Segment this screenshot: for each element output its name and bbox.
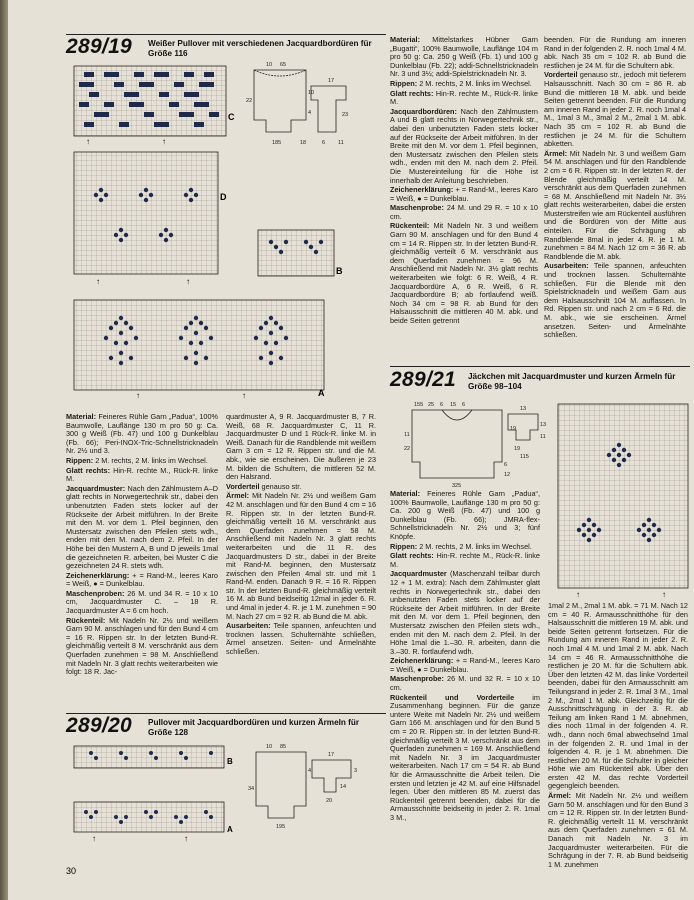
pattern-20-instructions-left	[390, 36, 538, 354]
instruction-paragraph	[390, 90, 538, 107]
instruction-text: + = Rand-M., leeres Karo = Weiß, ● = Dunkelblau.	[390, 656, 540, 674]
instruction-heading: Glatt rechts:	[66, 465, 111, 475]
instruction-text: + = Rand-M., leeres Karo = Weiß, ● = Dunkelblau.	[390, 185, 538, 203]
chart-a	[74, 300, 325, 400]
schematic-label: 6	[322, 140, 326, 146]
instruction-text: Mit Nadeln Nr. 2½ und weißem Garn 42 M. anschlagen und für den Bund 4 cm = 16 R. Rippen str. In der letzten Bund-R. gleichmäßig verteilt 16 M. verschränkt aus dem Querfaden zunehmen = 58 M. Anschließend mit Nadeln Nr. 3 glatt rechts weiterarbeiten und die 11 R. des Jacquardmusters D str., dabei in der Breite mit Rand-M. beginnen, den Mustersatz zwischen den Pfeilen 4mal str. und mit 1 Rand-M. enden. Danach 9 R. = 16 R. Rippen str. In der letzten Bund-R. gleichmäßig verteilt 16 M. ab Bund beidseitig 12mal in jeder 6. R. und 4mal in jeder 4. R. je 1 M. zunehmen = 90 M. Nach 27 cm = 92 R. ab Bund die M. abk.	[226, 491, 376, 621]
schematic-label: 22	[246, 98, 253, 104]
instruction-paragraph	[544, 71, 686, 148]
instruction-paragraph	[390, 108, 538, 185]
schematic-label: 10	[266, 62, 273, 68]
chart-b-label: B	[336, 266, 343, 276]
instruction-text: 26 M. und 32 R. = 10 x 10 cm.	[390, 674, 540, 693]
instruction-paragraph	[390, 490, 540, 542]
instruction-paragraph	[66, 413, 218, 456]
schematic-label: 6	[440, 402, 444, 408]
pattern-21-title: Jäckchen mit Jacquardmuster und kurzen Ärmeln für Größe 98–104	[468, 372, 676, 391]
pattern-21-header	[390, 368, 456, 392]
page-number: 30	[66, 866, 77, 876]
instruction-paragraph	[390, 675, 540, 692]
instruction-heading: Rippen:	[390, 541, 418, 551]
instruction-paragraph	[226, 622, 376, 656]
instruction-text: 2 M. rechts, 2 M. links im Wechsel.	[417, 541, 532, 551]
instruction-text: Feineres Rühle Garn „Padua“, 100% Baumwolle, Lauflänge 130 m pro 50 g: Ca. 200 g Weiß (Fb. 47) und 100 g Dunkelblau (Fb. 66); JMRA-flex-Schnellstricknadeln Nr. 2½ und 3; fünf Knöpfe.	[390, 490, 540, 541]
schematic-label: 10	[308, 90, 315, 96]
schematic-label: 17	[328, 752, 335, 758]
instruction-text: Teile spannen, anfeuchten und trocknen lassen. Schulternähte schließen, Ärmel ansetzen. Seiten- und Ärmelnähte schließen.	[226, 621, 376, 657]
instruction-paragraph	[66, 590, 218, 616]
instruction-text: Mit Nadeln Nr. 2½ und weißem Garn 50 M. anschlagen und für den Bund 3 cm = 12 R. Rippen str. In der letzten Bund-R. gleichmäßig verteilt 11 M. verschränkt aus dem Querfaden zunehmen = 61 M. Danach mit Nadeln Nr. 3 im Jacquardmuster weiterarbeiten. Für die Schrägung in der 7. R. ab Bund beidseitig 1 M. zunehmen	[548, 791, 688, 869]
schematic-label: 11	[540, 434, 546, 440]
instruction-text: 26 M. und 34 R. = 10 x 10 cm, Jacquardmuster C. – 18 R. Jacquardmuster A = 6 cm hoch.	[66, 588, 218, 616]
schematic-label: 22	[404, 446, 411, 452]
instruction-text: quardmuster A, 9 R. Jacquardmuster B, 7 R. Weiß, 68 R. Jacquardmuster C, 11 R. Jacquardmuster D und 1 Rück-R. linke M. in Weiß. Danach für die Randblende mit weißem Garn 3 cm = 12 R. Rippen str. und die M. abk., wie sie erscheinen. Die äußeren je 23 M. bilden die Schultern, die mittleren 52 M. den Halsrand.	[226, 413, 376, 482]
chart-d-label: D	[220, 192, 227, 202]
pattern-20-title: Pullover mit Jacquardbordüren und kurzen Ärmeln für Größe 128	[148, 718, 360, 737]
svg-text:↑: ↑	[242, 391, 246, 400]
instruction-heading: Ausarbeiten:	[226, 621, 271, 631]
svg-text:↑: ↑	[96, 277, 100, 286]
schematic-label: 23	[342, 112, 349, 118]
svg-text:↑: ↑	[184, 834, 188, 843]
pattern-20-chart-a-label: A	[227, 825, 233, 834]
instruction-heading: Maschenprobe:	[390, 674, 444, 684]
svg-text:↑: ↑	[662, 590, 666, 599]
instruction-paragraph	[390, 694, 540, 823]
schematic-label: 65	[280, 62, 287, 68]
schematic-label: 15	[450, 402, 457, 408]
instruction-paragraph	[544, 262, 686, 339]
svg-text:↑: ↑	[186, 277, 190, 286]
pattern-20-chart-b-label: B	[227, 757, 233, 766]
svg-text:↑: ↑	[92, 834, 96, 843]
pattern-20-instructions-right	[544, 36, 686, 354]
schematic-label: 18	[300, 140, 307, 146]
chart-a-label: A	[318, 388, 325, 398]
instruction-text: Mit Nadeln Nr. 2½ und weißem Garn 90 M. anschlagen und für den Bund 4 cm = 16 R. Rippen str. In der letzten Bund-R. gleichmäßig verteilt 8 M. verschränkt aus dem Querfaden zunehmen = 98 M. Anschließend mit Nadeln Nr. 3 glatt rechts weiterarbeiten wie folgt: 18 R. Jac-	[66, 615, 218, 677]
instruction-paragraph	[66, 467, 218, 484]
instruction-heading: Ärmel:	[226, 491, 250, 501]
instruction-text: 1mal 2 M., 2mal 1 M. abk. = 71 M. Nach 12 cm = 40 R. Armausschnitthöhe für den Halsausschnitt die mittleren 19 M. abk. und beide Seiten getrennt fortsetzen. Für die Rundung am inneren Rand in jeder 2. R. noch 1mal 4 M. und 1mal 2 M. abk. Nach 14 cm = 46 R. Armausschnitthöhe die restlichen je 20 M. für die Schultern abk. Über den letzten 42 M. das linke Vorderteil beenden, dabei für den Armausschnitt am Teilungsrand in jeder 2. R. 1mal 3 M., 1mal 2 M., 2mal 1 M. abk. Gleichzeitig für die Ausschnittschrägung in der 3. R. ab Teilung am linken Rand 1 M. abnehmen, dies noch 11mal in der folgenden 4. R. wdh., dann noch 6mal abwechselnd 1mal in der folgenden 2. R. und 1mal in der folgenden 4. R. je 1 M. abnehmen. Die restlichen 20 M. für die Schulter in gleicher Höhe wie am Rückenteil abk. Über den ersten 42 M. das rechte Vorderteil gegengleich beenden.	[548, 602, 688, 791]
schematic-label: 17	[328, 78, 335, 84]
schematic-label: 13	[540, 422, 547, 428]
schematic-label: 6	[462, 402, 466, 408]
instruction-paragraph	[544, 150, 686, 262]
pattern-20-chart-b	[74, 746, 233, 768]
instruction-text: Mit Nadeln Nr. 3 und weißem Garn 90 M. anschlagen und für den Bund 4 cm = 14 R. Rippen str. In der letzten Bund-R. gleichmäßig verteilt 6 M. verschränkt aus dem Querfaden zunehmen = 96 M. Anschließend mit Nadeln Nr. 3½ glatt rechts weiterarbeiten wie folgt: 6 R. Weiß, 4 R. Jacquardbordüre A, 6 R. Weiß, 6 R. Jacquardbordüre B; ab fortlaufend weiß. Noch 34 cm = 98 R. ab Bund für den Halsausschnitt die mittleren 40 M. abk. und beide Seiten getrennt	[390, 221, 538, 325]
instruction-text: Nach den Zählmustern A–D glatt rechts in Norwegertechnik str., dabei den unbenutzten Faden stets locker auf der Rückseite der Arbeit mitführen. In der Breite mit den M. vor dem 1. Pfeil beginnen, den Mustersatz zwischen den Pfeilen stets wdh., enden mit den M. nach dem 2. Pfeil. In der Höhe bei den Mustern A, B und D jeweils 1mal die gezeichneten R. arbeiten, bei Muster C die gezeichneten 24 R. stets wdh.	[66, 483, 218, 571]
instruction-heading: Zeichenerklärung:	[66, 570, 130, 580]
instruction-heading: Glatt rechts:	[390, 88, 434, 98]
schematic-label: 11	[404, 432, 410, 438]
schematic-label: 10	[266, 744, 273, 750]
instruction-paragraph	[390, 543, 540, 552]
instruction-text: beenden. Für die Rundung am inneren Rand in der folgenden 2. R. noch 1mal 4 M. abk. Nach 35 cm = 102 R. ab Bund die restlichen je 24 M. für die Schultern abk.	[544, 36, 686, 70]
instruction-heading: Material:	[390, 36, 421, 44]
pattern-19-number: 289/19	[66, 35, 133, 58]
schematic-label: 14	[340, 784, 347, 790]
instruction-text: (Maschenzahl teilbar durch 12 + 1 M. extra): Nach dem Zählmuster glatt rechts in Norwegertechnik str., dabei den unbenutzten Faden stets locker auf der Rückseite der Arbeit mitführen. In der Breite mit den M. vor dem 1. Pfeil beginnen, den Mustersatz zwischen den Pfeilen stets wdh., enden mit den M. nach dem 2. Pfeil. In der Höhe 1mal die 1.–30. R. arbeiten, dann die 3.–30. R. fortlaufend wdh.	[390, 569, 540, 656]
instruction-paragraph	[544, 36, 686, 70]
schematic-label: 13	[520, 406, 527, 412]
chart-d	[74, 152, 227, 286]
instruction-paragraph	[390, 186, 538, 203]
instruction-text: Feineres Rühle Garn „Padua“, 100% Baumwolle, Lauflänge 130 m pro 50 g: Ca. 300 g Weiß (Fb. 47) und 100 g Dunkelblau (Fb. 66); Peri-INOX-Tric-Schnellstricknadeln Nr. 2½ und 3.	[66, 413, 218, 456]
pattern-21-chart	[554, 400, 694, 600]
instruction-heading: Ausarbeiten:	[544, 261, 589, 271]
instruction-text: Hin-R. rechte M., Rück-R. linke M.	[66, 465, 218, 484]
instruction-paragraph	[390, 552, 540, 569]
instruction-heading: Jacquardmuster:	[66, 483, 126, 493]
chart-c-label: C	[228, 112, 235, 122]
svg-text:↑: ↑	[136, 391, 140, 400]
instruction-heading: Vorderteil	[544, 70, 578, 80]
pattern-21-schematic	[390, 400, 550, 490]
instruction-paragraph	[390, 222, 538, 325]
instruction-heading: Rückenteil:	[66, 615, 106, 625]
instruction-text: 2 M. rechts, 2 M. links im Wechsel.	[93, 455, 208, 465]
instruction-heading: Rippen:	[390, 78, 418, 88]
pattern-21-instructions-right	[548, 602, 688, 892]
instruction-text: 24 M. und 29 R. = 10 x 10 cm.	[390, 203, 538, 221]
magazine-page	[8, 0, 694, 900]
pattern-21-number: 289/21	[390, 368, 457, 391]
instruction-paragraph	[226, 483, 376, 492]
schematic-label: 3	[354, 768, 358, 774]
instruction-heading: Rückenteil und Vorderteile	[390, 692, 515, 702]
instruction-paragraph	[390, 204, 538, 221]
pattern-19-instructions-left	[66, 413, 218, 713]
pattern-19-instructions-mid	[226, 413, 376, 713]
pattern-20-header	[66, 714, 132, 738]
instruction-heading: Glatt rechts:	[390, 551, 434, 561]
instruction-text: im Zusammenhang beginnen. Für die ganze untere Weite mit Nadeln Nr. 2½ und weißem Garn 166 M. anschlagen und für den Bund 5 cm = 20 R. Rippen str. In der letzten Bund-R. gleichmäßig verteilt 3 M. verschränkt aus dem Querfaden zunehmen = 169 M. Anschließend mit Nadeln Nr. 3 im Jacquardmuster weiterarbeiten. Nach 17 cm = 54 R. ab Bund für die Armausschnitte die Arbeit teilen. Die ersten und letzten je 42 M. auf eine Hilfsnadel legen. Über den mittleren 85 M. zuerst das Rückenteil getrennt beenden, dabei für die Armausschnitte beidseitig in jeder 2. R. 1mal 3 M.,	[390, 692, 540, 822]
instruction-text: Mittelstarkes Hübner Garn „Bugatti“, 100% Baumwolle, Lauflänge 104 m pro 50 g: Ca. 250 g Weiß (Fb. 1) und 100 g Dunkelblau (Fb. 22); addi-Schnellstricknadeln Nr. 3 und 3½; addi-Spielstricknadeln Nr. 3.	[390, 36, 538, 79]
schematic-label: 155	[414, 402, 424, 408]
instruction-paragraph	[66, 485, 218, 571]
pattern-19-title: Weißer Pullover mit verschiedenen Jacquardbordüren für Größe 116	[148, 39, 372, 58]
instruction-text: Teile spannen, anfeuchten und trocknen lassen. Schulternähte schließen. Für die Blende mit den Spielstricknadeln und weißem Garn aus dem Halsausschnitt 104 M. auffassen. In Rd. Rippen str. und nach 2 cm = 6 Rd. die M. abk., wie sie erscheinen. Ärmel ansetzen. Seiten- und Ärmelnähte schließen.	[544, 261, 686, 340]
schematic-label: 25	[428, 402, 435, 408]
pattern-21-instructions-left	[390, 490, 540, 890]
instruction-paragraph	[390, 570, 540, 656]
svg-text:↑: ↑	[576, 590, 580, 599]
instruction-text: Mit Nadeln Nr. 3 und weißem Garn 54 M. anschlagen und für den Randblende 2 cm = 6 R. Rippen str. In der letzten R. der Blende gleichmäßig verteilt 14 M. verschränkt aus dem Querfaden zunehmen = 68 M. Anschließend mit Nadeln Nr. 3½ glatt rechts weiterarbeiten, dabei die ersten Musterstreifen wie am Rückenteil ausführen und die Bordüren von der Mitte aus einteilen. Für die Schrägung ab Randblende 8mal in jeder 4. R. je 1 M. zunehmen = 84 M. Nach 12 cm = 36 R. ab Randblende die M. abk.	[544, 148, 686, 261]
schematic-label: 11	[338, 140, 344, 146]
svg-text:↑: ↑	[86, 137, 90, 146]
instruction-text: Nach den Zählmustern A und B glatt rechts in Norwegertechnik str., dabei den unbenutzten Faden stets locker auf der Rückseite der Arbeit mitführen. In der Breite mit den M. vor dem 1. Pfeil beginnen, den Mustersatz zwischen den Pfeilen stets wdh., enden mit den M. nach dem 2. Pfeil. Die Mustereinteilung für die Höhe ist innerhalb der Anleitung beschrieben.	[390, 106, 538, 185]
instruction-heading: Jacquardmuster	[390, 569, 447, 579]
instruction-paragraph	[226, 413, 376, 482]
pattern-19-charts	[66, 60, 388, 400]
schematic-label: 185	[272, 140, 282, 146]
instruction-heading: Zeichenerklärung:	[390, 656, 454, 666]
instruction-heading: Zeichenerklärung:	[390, 185, 454, 195]
instruction-heading: Jacquardbordüren:	[390, 106, 457, 116]
instruction-heading: Ärmel:	[548, 791, 572, 801]
schematic-label: 195	[276, 824, 286, 830]
instruction-text: genauso str.	[259, 481, 302, 491]
instruction-heading: Rückenteil:	[390, 221, 430, 231]
schematic-label: 12	[504, 472, 511, 478]
instruction-text: Hin-R. rechte M., Rück-R. linke M.	[390, 88, 538, 107]
instruction-paragraph	[66, 572, 218, 589]
instruction-text: Hin-R. rechte M., Rück-R. linke M.	[390, 551, 540, 569]
schematic-label: 19	[510, 426, 517, 432]
instruction-paragraph	[390, 657, 540, 674]
instruction-text: + = Rand-M., leeres Karo = Weiß, ● = Dunkelblau.	[66, 570, 218, 589]
schematic-label: 4	[308, 110, 312, 116]
schematic-label: 6	[504, 462, 508, 468]
schematic-label: 85	[280, 744, 287, 750]
pattern-19-header	[66, 35, 132, 59]
pattern-20-schematic	[256, 752, 351, 818]
instruction-text: genauso str., jedoch mit tieferem Halsausschnitt. Nach 30 cm = 86 R. ab Bund die mittleren 18 M. abk. und beide Seiten getrennt beenden. Für die Rundung am inneren Rand in jeder 2. R. noch 1mal 4 M., 1mal 3 M., 3mal 2 M., 2mal 1 M. abk. Nach 35 cm = 102 R. ab Bund die restlichen je 24 M. für die Schultern abketten.	[544, 70, 686, 149]
chart-c	[74, 66, 235, 146]
schematic-label: 20	[326, 798, 333, 804]
instruction-paragraph	[66, 457, 218, 466]
instruction-heading: Vorderteil	[226, 481, 260, 491]
svg-text:↑: ↑	[162, 137, 166, 146]
schematic-label: 19	[514, 446, 521, 452]
pattern-20-chart-a	[74, 802, 233, 843]
instruction-heading: Rippen:	[66, 455, 94, 465]
pattern-20-number: 289/20	[66, 714, 133, 737]
instruction-heading: Ärmel:	[544, 148, 568, 158]
instruction-heading: Maschenprobe:	[390, 203, 444, 213]
schematic-label: 115	[520, 454, 529, 460]
instruction-text: 2 M. rechts, 2 M. links im Wechsel.	[417, 78, 532, 88]
instruction-paragraph	[548, 602, 688, 791]
instruction-paragraph	[548, 792, 688, 869]
binding-edge	[0, 0, 8, 900]
schematic-label: 325	[452, 483, 462, 489]
schematic-label: 4	[308, 768, 312, 774]
instruction-heading: Material:	[390, 490, 421, 498]
instruction-paragraph	[226, 492, 376, 621]
instruction-heading: Maschenproben:	[66, 588, 125, 598]
instruction-paragraph	[390, 36, 538, 79]
instruction-paragraph	[390, 80, 538, 89]
chart-b	[258, 230, 343, 276]
pattern-20-figures	[66, 742, 388, 862]
instruction-paragraph	[66, 617, 218, 677]
instruction-heading: Material:	[66, 413, 97, 421]
schematic-label: 34	[248, 786, 255, 792]
